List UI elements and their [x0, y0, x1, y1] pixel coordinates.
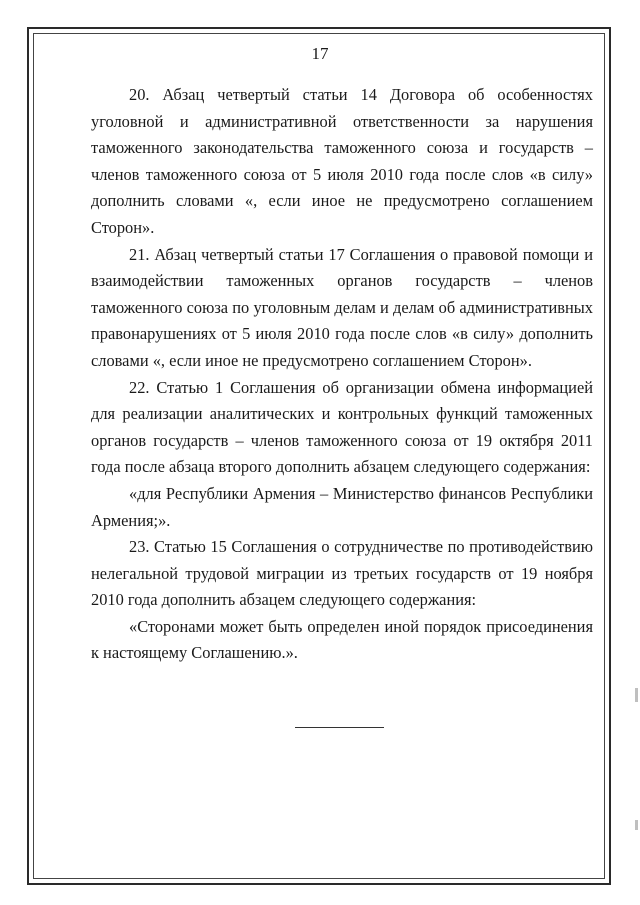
end-divider-line	[295, 727, 384, 728]
scan-artifact-mark	[635, 820, 638, 830]
paragraph-quote-accession: «Сторонами может быть определен иной порядок присоединения к настоящему Соглашению.».	[91, 616, 593, 663]
paragraph-item-23: 23. Статью 15 Соглашения о сотрудничестве по противодействию нелегальной трудовой миграции из третьих государств от 19 ноября 2010 года дополнить абзацем следующего содержания:	[91, 537, 593, 610]
paragraph-item-22: 22. Статью 1 Соглашения об организации обмена информацией для реализации аналитических и контрольных функций таможенных органов государств – членов таможенного союза от 19 октября 2011 года после абзаца второго дополнить абзацем следующего содержания:	[91, 377, 593, 477]
paragraph-item-21: 21. Абзац четвертый статьи 17 Соглашения о правовой помощи и взаимодействии таможенных органов государств – членов таможенного союза по уголовным делам и делам об административных правонарушениях от 5 июля 2010 года после слов «в силу» дополнить словами «, если иное не предусмотрено соглашением Сторон».	[91, 244, 593, 370]
paragraph-item-20: 20. Абзац четвертый статьи 14 Договора об особенностях уголовной и административной ответственности за нарушения таможенного законодательства таможенного союза и государств – членов таможенного союза от 5 июля 2010 года после слов «в силу» дополнить словами «, если иное не предусмотрено соглашением Сторон».	[91, 85, 593, 237]
page-number: 17	[311, 44, 329, 63]
document-body	[91, 82, 593, 667]
scan-artifact-mark	[635, 688, 638, 702]
paragraph-quote-armenia: «для Республики Армения – Министерство финансов Республики Армения;».	[91, 483, 593, 530]
